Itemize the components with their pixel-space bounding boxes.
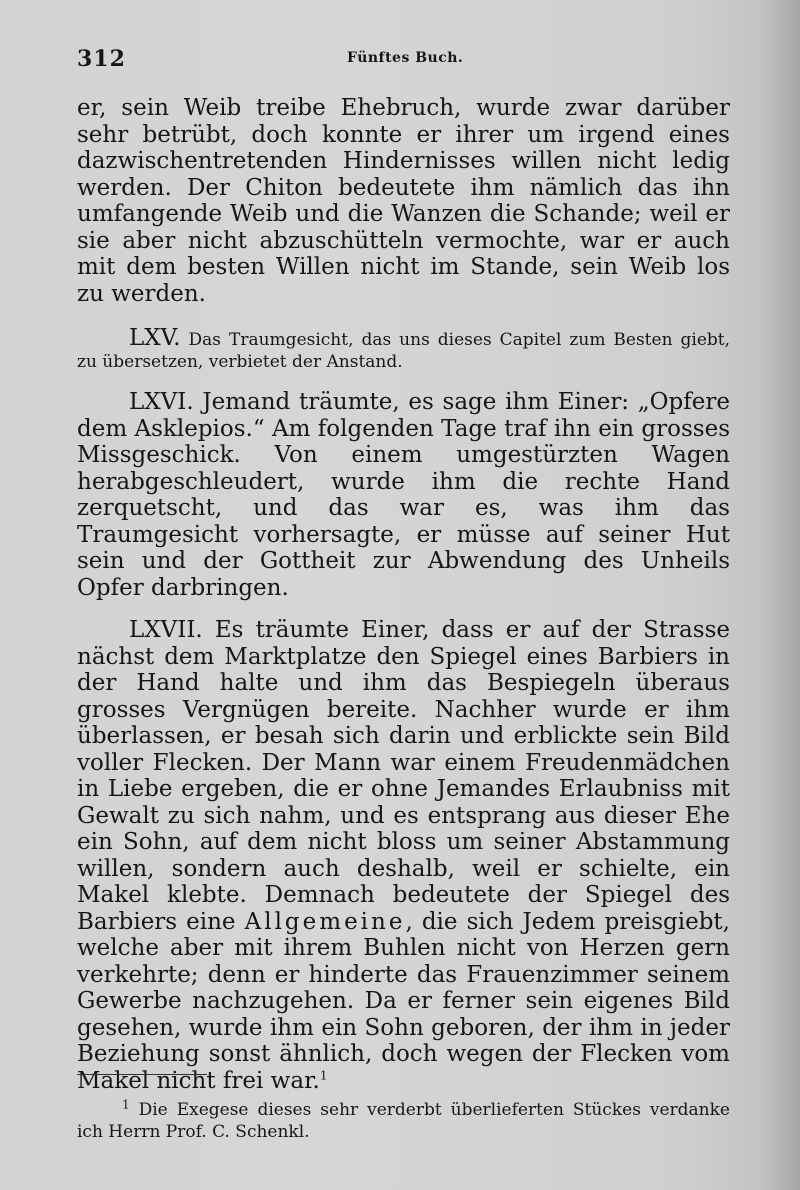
footnote-divider [77, 1074, 207, 1075]
paragraph-lxvii-part-a: LXVII. Es träumte Einer, dass er auf der Strasse nächst dem Marktplatze den Spiegel eines Barbiers in der Hand halte und ihm das Bespiegeln überaus grosses Vergnügen bereite. Nachher wurde er ihm überlassen, er besah sich darin und erblickte sein Bild voller Flecken. Der Mann war einem Freudenmädchen in Liebe ergeben, die er ohne Jemandes Erlaubniss mit Gewalt zu sich nahm, und es entsprang aus dieser Ehe ein Sohn, auf dem nicht bloss um seiner Abstammung willen, sondern auch deshalb, weil er schielte, ein Makel klebte. Demnach bedeutete der Spiegel des Barbiers eine [77, 617, 730, 935]
running-head: Fünftes Buch. [347, 50, 464, 66]
chapter-number-lxv: LXV. [129, 325, 181, 351]
chapter-text-lxv: Das Traumgesicht, das uns dieses Capitel zum Besten giebt, zu übersetzen, verbietet der Anstand. [77, 330, 730, 372]
paragraph-lxv [77, 327, 730, 373]
paragraph-lxvii-part-b: , die sich Jedem preisgiebt, welche aber mit ihrem Buhlen nicht von Herzen gern verkehrte; denn er hinderte das Frauenzimmer seinem Gewerbe nachzugehen. Da er ferner sein eigenes Bild gesehen, wurde ihm ein Sohn geboren, der ihm in jeder Beziehung sonst ähnlich, doch wegen der Flecken vom Makel nicht frei war. [77, 908, 730, 1094]
body-text [77, 95, 730, 1094]
footnote-marker: 1 [122, 1097, 130, 1112]
paragraph-lxvii [77, 617, 730, 1094]
paragraph-continued: er, sein Weib treibe Ehebruch, wurde zwar darüber sehr betrübt, doch konnte er ihrer um irgend eines dazwischentretenden Hindernisses willen nicht ledig werden. Der Chiton bedeutete ihm nämlich das ihn umfangende Weib und die Wanzen die Schande; weil er sie aber nicht abzuschütteln vermochte, war er auch mit dem besten Willen nicht im Stande, sein Weib los zu werden. [77, 95, 730, 307]
footnote-text: Die Exegese dieses sehr verderbt überlieferten Stückes verdanke ich Herrn Prof. C. Schenkl. [77, 1100, 730, 1142]
footnote-reference[interactable]: 1 [319, 1067, 328, 1082]
emphasized-word: Allgemeine [244, 908, 406, 935]
page-edge-shadow [760, 0, 800, 1190]
paragraph-lxvi: LXVI. Jemand träumte, es sage ihm Einer: „Opfere dem Asklepios.“ Am folgenden Tage traf ihn ein grosses Missgeschick. Von einem umgestürzten Wagen herabgeschleudert, wurde ihm die rechte Hand zerquetscht, und das war es, was ihm das Traumgesicht vorhersagte, er müsse auf seiner Hut sein und der Gottheit zur Abwendung des Unheils Opfer darbringen. [77, 389, 730, 601]
page-number: 312 [77, 46, 126, 72]
footnote [77, 1099, 730, 1143]
page-header [77, 46, 730, 74]
